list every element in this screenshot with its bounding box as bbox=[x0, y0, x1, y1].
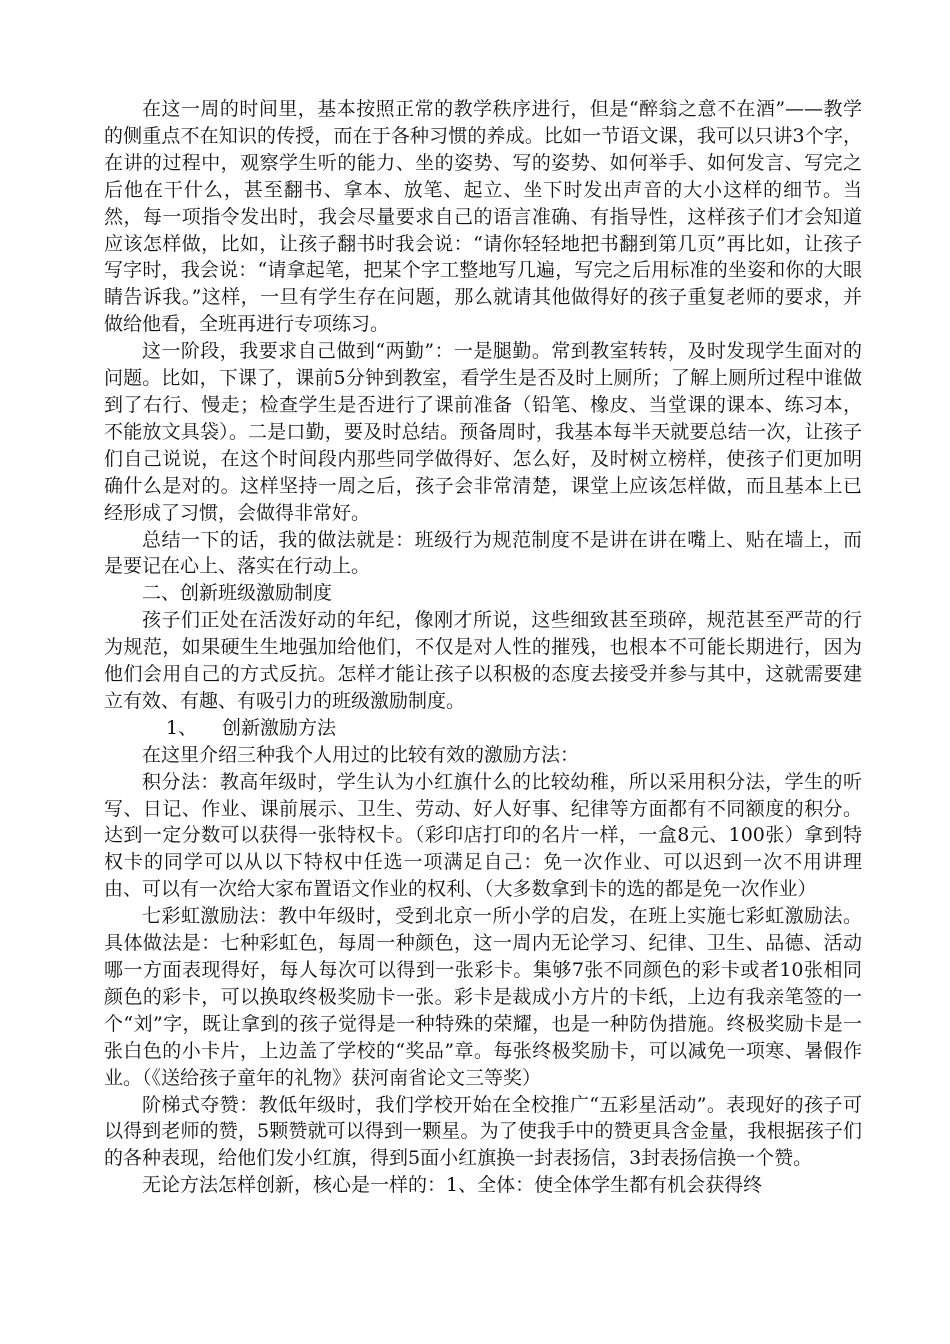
paragraph-core-principle: 无论方法怎样创新，核心是一样的：1、全体：使全体学生都有机会获得终 bbox=[142, 1174, 763, 1197]
document-body bbox=[104, 96, 862, 1199]
paragraph-two-diligences: 这一阶段，我要求自己做到“两勤”：一是腿勤。常到教室转转，及时发现学生面对的问题。比如，下课了，课前5分钟到教室，看学生是否及时上厕所；了解上厕所过程中谁做到了右行、慢走；检查学生是否进行了课前准备（铅笔、橡皮、当堂课的课本、练习本，不能放文具袋）。二是口勤，要及时总结。预备周时，我基本每半天就要总结一次，让孩子们自己说说，在这个时间段内那些同学做得好、怎么好，及时树立榜样，使孩子们更加明确什么是对的。这样坚持一周之后，孩子会非常清楚，课堂上应该怎样做，而且基本上已经形成了习惯，会做得非常好。 bbox=[104, 340, 862, 524]
section-heading-incentive: 二、创新班级激励制度 bbox=[142, 582, 333, 605]
subheading-innovate-methods bbox=[104, 715, 862, 742]
paragraph-habits: 在这一周的时间里，基本按照正常的教学秩序进行，但是“醉翁之意不在酒”——教学的侧重点不在知识的传授，而在于各种习惯的养成。比如一节语文课，我可以只讲3个字，在讲的过程中，观察学生听的能力、坐的姿势、写的姿势、如何举手、如何发言、写完之后他在干什么，甚至翻书、拿本、放笔、起立、坐下时发出声音的大小这样的细节。当然，每一项指令发出时，我会尽量要求自己的语言准确、有指导性，这样孩子们才会知道应该怎样做，比如，让孩子翻书时我会说：“请你轻轻地把书翻到第几页”再比如，让孩子写字时，我会说：“请拿起笔，把某个字工整地写几遍，写完之后用标准的坐姿和你的大眼睛告诉我。”这样，一旦有学生存在问题，那么就请其他做得好的孩子重复老师的要求，并做给他看，全班再进行专项练习。 bbox=[104, 98, 862, 336]
paragraph-summary: 总结一下的话，我的做法就是：班级行为规范制度不是讲在讲在嘴上、贴在墙上，而是要记在心上、落实在行动上。 bbox=[104, 528, 862, 578]
paragraph-points-method: 积分法：教高年级时，学生认为小红旗什么的比较幼稚，所以采用积分法，学生的听写、日记、作业、课前展示、卫生、劳动、好人好事、纪律等方面都有不同额度的积分。达到一定分数可以获得一张特权卡。（彩印店打印的名片一样，一盒8元、100张）拿到特权卡的同学可以从以下特权中任选一项满足自己：免一次作业、可以迟到一次不用讲理由、可以有一次给大家布置语文作业的权利、（大多数拿到卡的选的都是免一次作业） bbox=[104, 770, 862, 901]
paragraph-incentive-intro: 孩子们正处在活泼好动的年纪，像刚才所说，这些细致甚至琐碎，规范甚至严苛的行为规范，如果硬生生地强加给他们，不仅是对人性的摧残，也根本不可能长期进行，因为他们会用自己的方式反抗。怎样才能让孩子以积极的态度去接受并参与其中，这就需要建立有效、有趣、有吸引力的班级激励制度。 bbox=[104, 609, 862, 712]
paragraph-three-methods: 在这里介绍三种我个人用过的比较有效的激励方法： bbox=[142, 743, 580, 766]
paragraph-rainbow-method: 七彩虹激励法：教中年级时，受到北京一所小学的启发，在班上实施七彩虹激励法。具体做法是：七种彩虹色，每周一种颜色，这一周内无论学习、纪律、卫生、品德、活动哪一方面表现得好，每人每次可以得到一张彩卡。集够7张不同颜色的彩卡或者10张相同颜色的彩卡，可以换取终极奖励卡一张。彩卡是裁成小方片的卡纸，上边有我亲笔签的一个“刘”字，既让拿到的孩子觉得是一种特殊的荣耀，也是一种防伪措施。终极奖励卡是一张白色的小卡片，上边盖了学校的“奖品”章。每张终极奖励卡，可以减免一项寒、暑假作业。（《送给孩子童年的礼物》获河南省论文三等奖） bbox=[104, 905, 862, 1089]
paragraph-ladder-method: 阶梯式夺赞：教低年级时，我们学校开始在全校推广“五彩星活动”。表现好的孩子可以得到老师的赞，5颗赞就可以得到一颗星。为了使我手中的赞更具含金量，我根据孩子们的各种表现，给他们发小红旗，得到5面小红旗换一封表扬信，3封表扬信换一个赞。 bbox=[104, 1093, 862, 1170]
subheading-text: 创新激励方法 bbox=[222, 716, 337, 739]
subheading-number: 1、 bbox=[166, 716, 198, 739]
